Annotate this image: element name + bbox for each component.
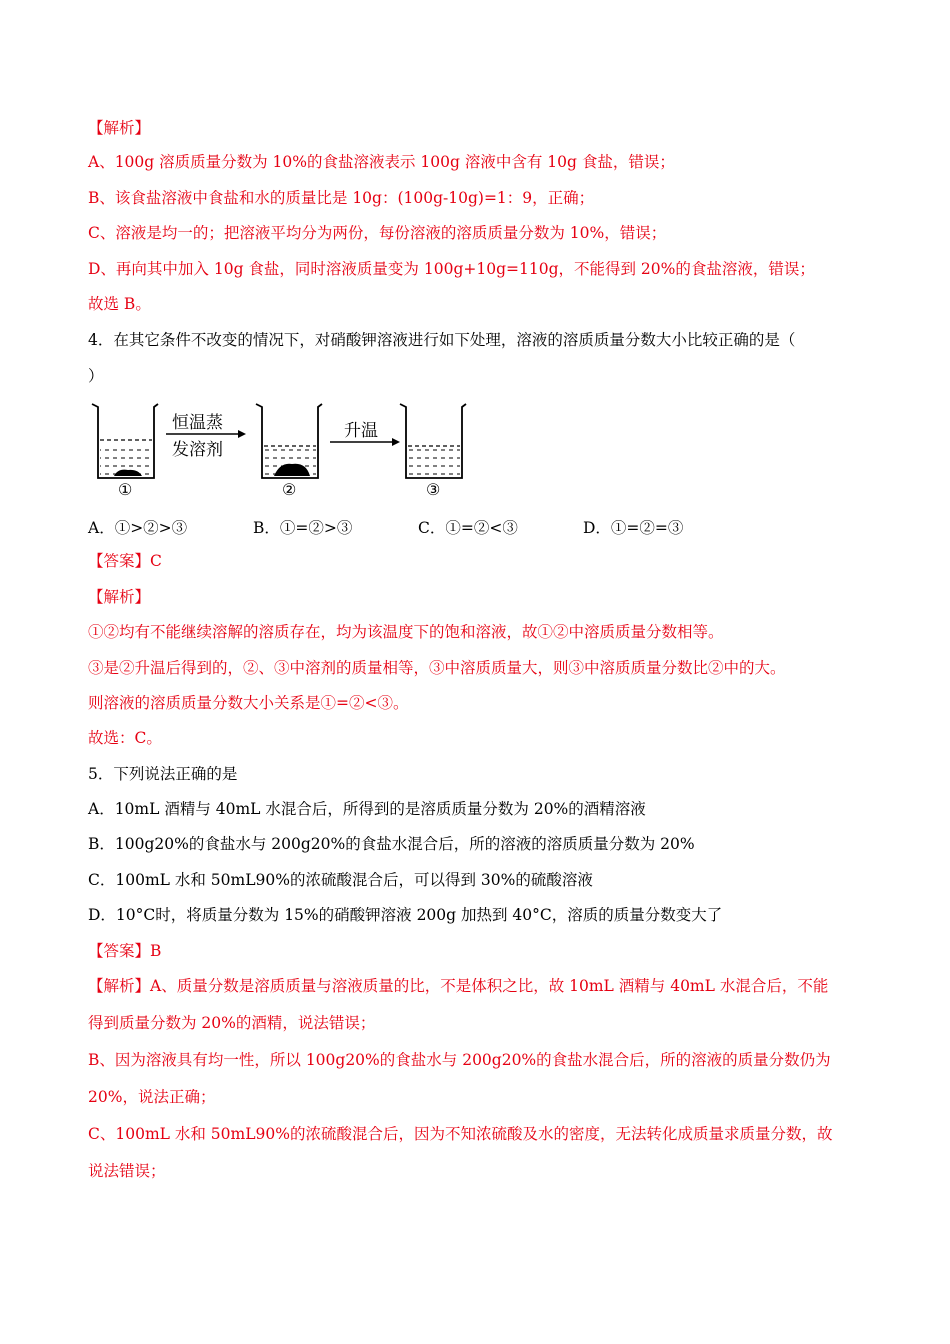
option-a[interactable]: A．①>②>③ [88, 519, 188, 537]
analysis-conclusion: 故选：C。 [88, 729, 162, 747]
analysis-line: C、100mL 水和 50mL90%的浓硫酸混合后，因为不知浓硫酸及水的密度，无法转化成质量求质量分数，故 [88, 1125, 833, 1143]
option-b[interactable]: B．①=②>③ [253, 519, 353, 537]
analysis-heading: 【解析】 [88, 977, 151, 995]
question-4-stem-cont: ） [88, 367, 104, 385]
beaker-diagram [88, 398, 468, 500]
arrowhead-icon [238, 430, 246, 438]
analysis-line: ①②均有不能继续溶解的溶质存在，均为该温度下的饱和溶液，故①②中溶质质量分数相等。 [88, 623, 724, 641]
question-5-answer: 【答案】B [88, 942, 162, 960]
analysis-heading-inline [88, 976, 828, 996]
beaker-2-icon [256, 404, 322, 478]
analysis-line: A、100g 溶质质量分数为 10%的食盐溶液表示 100g 溶液中含有 10g 食盐，错误； [88, 153, 675, 171]
analysis-line: ③是②升温后得到的，②、③中溶剂的质量相等，③中溶质质量大，则③中溶质质量分数比②中的大。 [88, 659, 786, 677]
analysis-heading: 【解析】 [88, 119, 151, 137]
analysis-line: 说法错误； [88, 1162, 166, 1180]
option-d[interactable]: D．①=②=③ [583, 519, 684, 537]
beaker-3-label: ③ [426, 480, 441, 499]
analysis-line: 得到质量分数为 20%的酒精，说法错误； [88, 1014, 376, 1032]
beaker-1-icon [92, 404, 158, 478]
step-1-label-line2: 发溶剂 [172, 440, 223, 460]
analysis-line: B、因为溶液具有均一性，所以 100g20%的食盐水与 200g20%的食盐水混合后，所的溶液的质量分数仍为 [88, 1051, 831, 1069]
question-4-options [0, 516, 950, 538]
analysis-line: B、该食盐溶液中食盐和水的质量比是 10g：(100g-10g)=1：9，正确； [88, 189, 595, 207]
beaker-1-label: ① [118, 480, 133, 499]
analysis-conclusion: 故选 B。 [88, 295, 151, 313]
option-a[interactable]: A．10mL 酒精与 40mL 水混合后，所得到的是溶质质量分数为 20%的酒精溶液 [88, 800, 646, 818]
question-4-stem: 4．在其它条件不改变的情况下，对硝酸钾溶液进行如下处理，溶液的溶质质量分数大小比较正确的是（ [88, 331, 796, 349]
option-d[interactable]: D．10°C时，将质量分数为 15%的硝酸钾溶液 200g 加热到 40°C，溶质的质量分数变大了 [88, 906, 723, 924]
step-2-label: 升温 [344, 421, 378, 441]
question-4-answer: 【答案】C [88, 552, 162, 570]
analysis-heading: 【解析】 [88, 588, 151, 606]
analysis-line: A、质量分数是溶质质量与溶液质量的比，不是体积之比，故 10mL 酒精与 40mL 水混合后，不能 [150, 977, 829, 995]
analysis-line: 则溶液的溶质质量分数大小关系是①=②<③。 [88, 694, 409, 712]
analysis-line: C、溶液是均一的；把溶液平均分为两份，每份溶液的溶质质量分数为 10%，错误； [88, 224, 667, 242]
option-c[interactable]: C．①=②<③ [418, 519, 518, 537]
beaker-2-label: ② [282, 480, 297, 499]
arrowhead-icon [392, 438, 400, 446]
step-1-label-line1: 恒温蒸 [172, 413, 223, 433]
analysis-line: 20%，说法正确； [88, 1088, 216, 1106]
option-b[interactable]: B．100g20%的食盐水与 200g20%的食盐水混合后，所的溶液的溶质质量分数为 20% [88, 835, 695, 853]
option-c[interactable]: C．100mL 水和 50mL90%的浓硫酸混合后，可以得到 30%的硫酸溶液 [88, 871, 593, 889]
beaker-3-icon [400, 404, 466, 478]
question-5-stem: 5．下列说法正确的是 [88, 765, 238, 783]
analysis-line: D、再向其中加入 10g 食盐，同时溶液质量变为 100g+10g=110g，不能得到 20%的食盐溶液，错误； [88, 260, 815, 278]
